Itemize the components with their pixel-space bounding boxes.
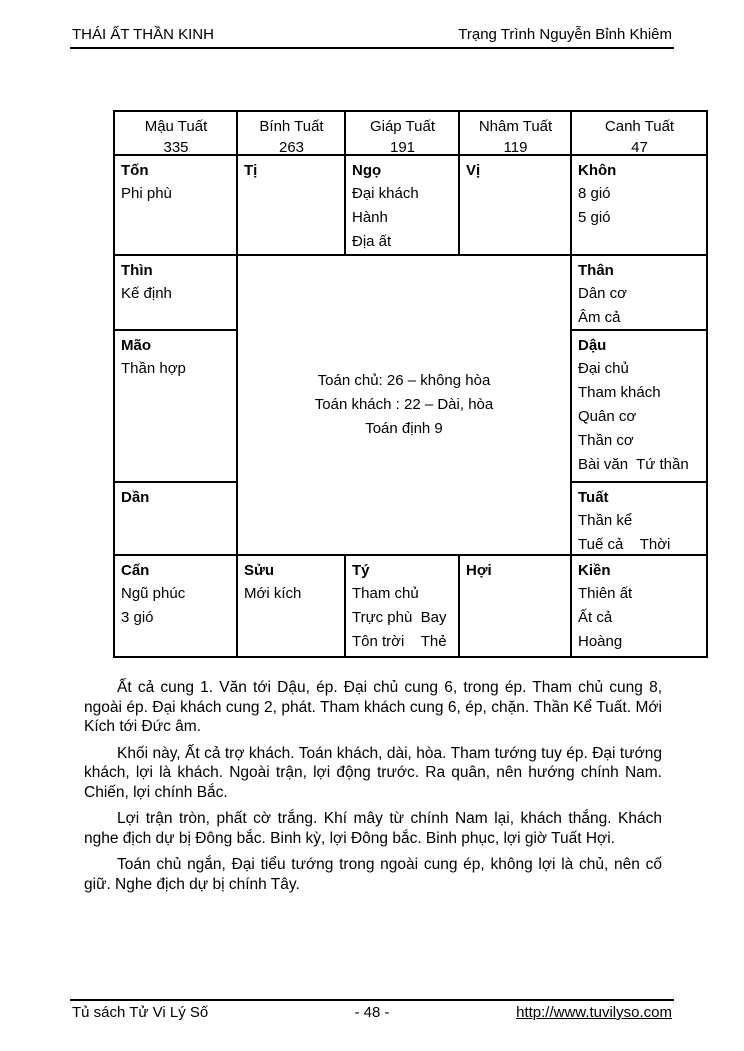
header-book-title: THÁI ẤT THẦN KINH — [72, 26, 214, 43]
cell-title: Nhâm Tuất — [478, 118, 553, 135]
cell-thin: Thìn Kế định — [115, 256, 238, 331]
paragraph-4: Toán chủ ngắn, Đại tiểu tướng trong ngoài cung ép, không lợi là chủ, nên cố giữ. Nghe địch dự bị chính Tây. — [84, 856, 662, 893]
cell-canh-tuat — [572, 112, 706, 156]
cell-tuat: Tuất Thần kể Tuế cả Thời — [572, 483, 706, 556]
cell-giap-tuat — [346, 112, 460, 156]
cell-number: 119 — [503, 139, 528, 156]
paragraph-3: Lợi trận tròn, phất cờ trắng. Khí mây từ chính Nam lại, khách thắng. Khách nghe địch dự bị Đông bắc. Binh kỳ, lợi Đông bắc. Binh phục, lợi giờ Tuất Hợi. — [84, 810, 662, 847]
cell-kien: Kiền Thiên ất Ất cả Hoàng — [578, 562, 633, 650]
cell-binh-tuat — [238, 112, 346, 156]
cell-mau-tuat — [115, 112, 238, 156]
cell-can: Cấn Ngũ phúc 3 gió — [115, 556, 238, 656]
cell-number: 47 — [631, 139, 648, 156]
footer-website-link[interactable]: http://www.tuvilyso.com — [516, 1004, 672, 1021]
paragraph-2: Khối này, Ất cả trợ khách. Toán khách, dài, hòa. Tham tướng tuy ép. Đại tướng khách, lợi là khách. Ngoài trận, lợi động trước. Ra quân, nên hướng chính Nam. Chiến, lợi chính Bắc. — [84, 744, 662, 801]
cell-ton: Tốn Phi phù — [115, 156, 238, 256]
cell-ti: Tị — [238, 156, 346, 256]
body-text — [84, 678, 662, 901]
thai-at-chart-table — [113, 110, 708, 658]
footer-page-number: - 48 - — [354, 1004, 390, 1021]
cell-title: Bính Tuất — [259, 118, 324, 135]
cell-suu: Sửu Mới kích — [238, 556, 346, 656]
cell-ty: Tý Tham chủ Trực phù Bay Tôn trời Thẻ — [346, 556, 460, 656]
toan-chu-line: Toán chủ: 26 – không hòa — [317, 372, 491, 389]
cell-khon: Khôn 8 gió 5 gió — [572, 156, 706, 256]
paragraph-1: Ất cả cung 1. Văn tới Dậu, ép. Đại chủ cung 6, trong ép. Tham chủ cung 8, ngoài ép. Đại khách cung 2, phát. Tham khách cung 6, ép, chặn. Thần Kể Tuất. Mới Kích tới Đức âm. — [84, 679, 662, 735]
cell-dan: Dần — [115, 483, 238, 556]
cell-hoi: Hợi — [460, 556, 572, 656]
cell-title: Mậu Tuất — [144, 118, 208, 135]
toan-khach-line: Toán khách : 22 – Dài, hòa — [314, 396, 494, 413]
cell-mao: Mão Thần hợp — [115, 331, 238, 483]
cell-number: 263 — [278, 139, 305, 156]
cell-title: Giáp Tuất — [369, 118, 436, 135]
header-author: Trạng Trình Nguyễn Bỉnh Khiêm — [458, 26, 672, 43]
page-header — [72, 26, 672, 43]
cell-title: Canh Tuất — [604, 118, 675, 135]
cell-number: 335 — [163, 139, 189, 156]
cell-center-calculations — [238, 256, 572, 556]
cell-dau: Dậu Đại chủ Tham khách Quân cơ Thần cơ Bài văn Tứ thần — [572, 331, 706, 483]
toan-dinh-line: Toán định 9 — [365, 420, 443, 437]
cell-ngo: Ngọ Đại khách Hành Địa ất — [346, 156, 460, 256]
cell-vi: Vị — [460, 156, 572, 256]
cell-number: 191 — [389, 139, 416, 156]
cell-nham-tuat — [460, 112, 572, 156]
footer-rule — [70, 999, 674, 1001]
footer-series-title: Tủ sách Tử Vi Lý Số — [72, 1004, 209, 1021]
cell-than: Thân Dân cơ Âm cả — [572, 256, 706, 331]
header-rule — [70, 47, 674, 49]
